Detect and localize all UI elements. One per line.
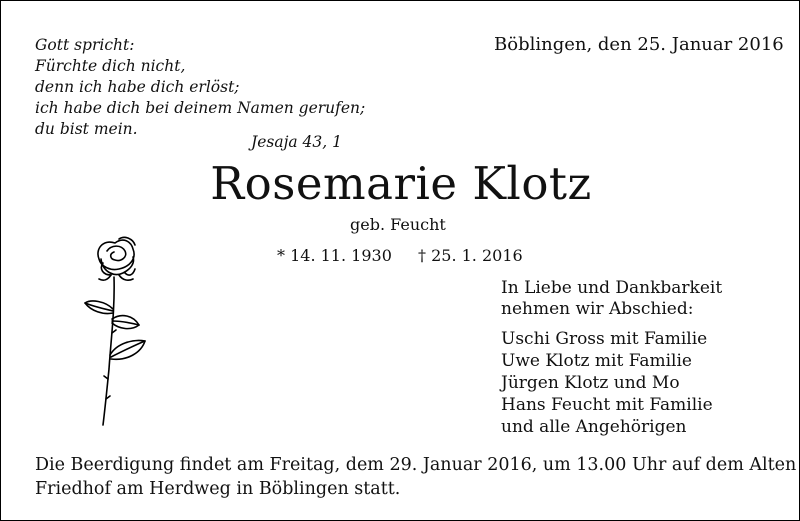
mourner: Jürgen Klotz und Mo xyxy=(501,373,680,393)
mourner: Uwe Klotz mit Familie xyxy=(501,351,692,371)
birth-date: * 14. 11. 1930 xyxy=(277,246,392,265)
rose-icon xyxy=(81,229,161,429)
verse-line: Fürchte dich nicht, xyxy=(35,57,186,75)
farewell-text xyxy=(501,278,722,320)
verse-line: du bist mein. xyxy=(35,120,138,138)
bible-verse xyxy=(35,35,365,140)
death-date: † 25. 1. 2016 xyxy=(418,246,523,265)
funeral-line: Die Beerdigung findet am Freitag, dem 29. Januar 2016, um 13.00 Uhr auf dem Alten xyxy=(35,455,797,475)
place-date: Böblingen, den 25. Januar 2016 xyxy=(494,34,784,55)
verse-reference: Jesaja 43, 1 xyxy=(251,133,342,151)
verse-line: denn ich habe dich erlöst; xyxy=(35,78,240,96)
mourner: Hans Feucht mit Familie xyxy=(501,395,713,415)
farewell-line: In Liebe und Dankbarkeit xyxy=(501,278,723,298)
mourners-list xyxy=(501,328,713,438)
verse-line: Gott spricht: xyxy=(35,36,135,54)
farewell-line: nehmen wir Abschied: xyxy=(501,299,694,319)
verse-line: ich habe dich bei deinem Namen gerufen; xyxy=(35,99,366,117)
birth-name: geb. Feucht xyxy=(350,215,446,234)
mourner: und alle Angehörigen xyxy=(501,417,687,437)
deceased-name: Rosemarie Klotz xyxy=(210,157,592,210)
funeral-line: Friedhof am Herdweg in Böblingen statt. xyxy=(35,479,401,499)
funeral-info xyxy=(35,453,796,501)
mourner: Uschi Gross mit Familie xyxy=(501,329,708,349)
